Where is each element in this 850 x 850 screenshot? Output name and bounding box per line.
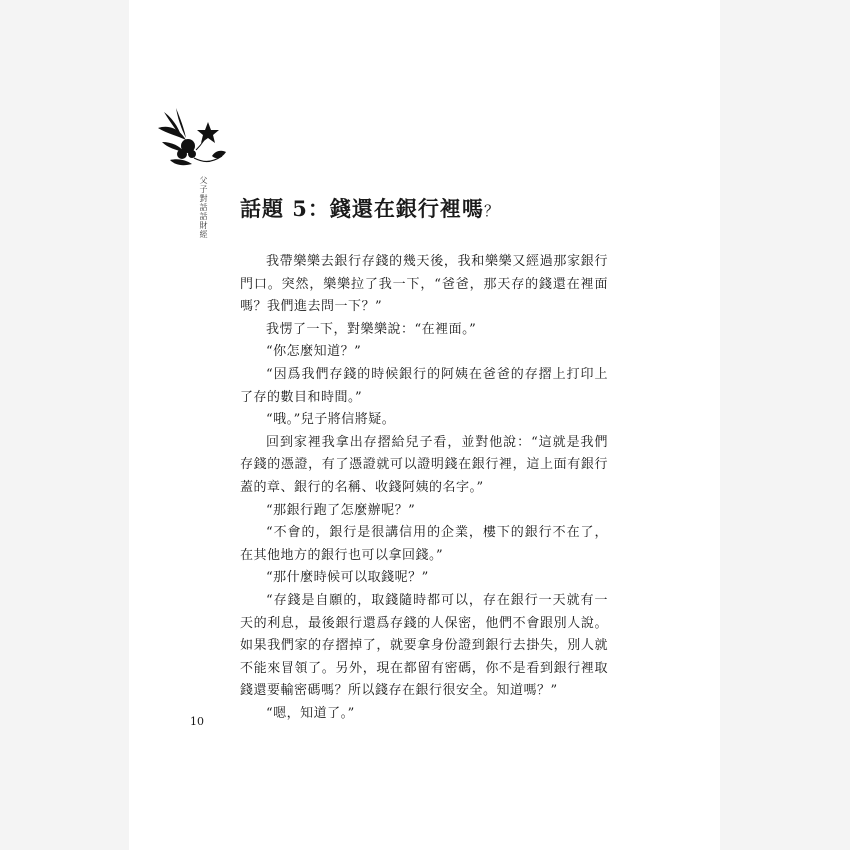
body-text (240, 251, 608, 725)
paragraph: “那什麼時候可以取錢呢？” (266, 570, 429, 586)
paragraph: 我愣了一下，對樂樂說：“在裡面。” (266, 321, 477, 337)
paragraph: “那銀行跑了怎麼辦呢？” (266, 502, 416, 518)
chapter-title-text: 話題 5：錢還在銀行裡嗎 (240, 196, 484, 221)
page-number: 10 (190, 715, 204, 728)
chapter-title (240, 193, 500, 223)
paragraph: 回到家裡我拿出存摺給兒子看，並對他說：“這就是我們存錢的憑證，有了憑證就可以證明錢在銀行裡，這上面有銀行蓋的章、銀行的名稱、收錢阿姨的名字。” (240, 434, 608, 495)
paragraph: “存錢是自願的，取錢隨時都可以，存在銀行一天就有一天的利息，最後銀行還爲存錢的人保密，他們不會跟別人說。如果我們家的存摺掉了，就要拿身份證到銀行去掛失，別人就不能來冒領了。另外，現在都留有密碼，你不是看到銀行裡取錢還要輸密碼嗎？所以錢存在銀行很安全。知道嗎？” (240, 592, 608, 699)
book-title-vertical: 父子對話話財經 (199, 176, 208, 239)
paragraph: “不會的，銀行是很講信用的企業，樓下的銀行不在了，在其他地方的銀行也可以拿回錢。” (240, 525, 608, 563)
paragraph: “因爲我們存錢的時候銀行的阿姨在爸爸的存摺上打印上了存的數目和時間。” (240, 366, 608, 405)
paragraph: “哦。”兒子將信將疑。 (266, 412, 396, 428)
paragraph: “嗯，知道了。” (266, 705, 355, 721)
paragraph: 我帶樂樂去銀行存錢的幾天後，我和樂樂又經過那家銀行門口。突然，樂樂拉了我一下，“爸爸，那天存的錢還在裡面嗎？我們進去問一下？” (240, 254, 608, 315)
floral-ornament-icon (156, 108, 228, 178)
chapter-title-mark: ？ (483, 202, 500, 220)
paragraph: “你怎麼知道？” (266, 344, 362, 360)
